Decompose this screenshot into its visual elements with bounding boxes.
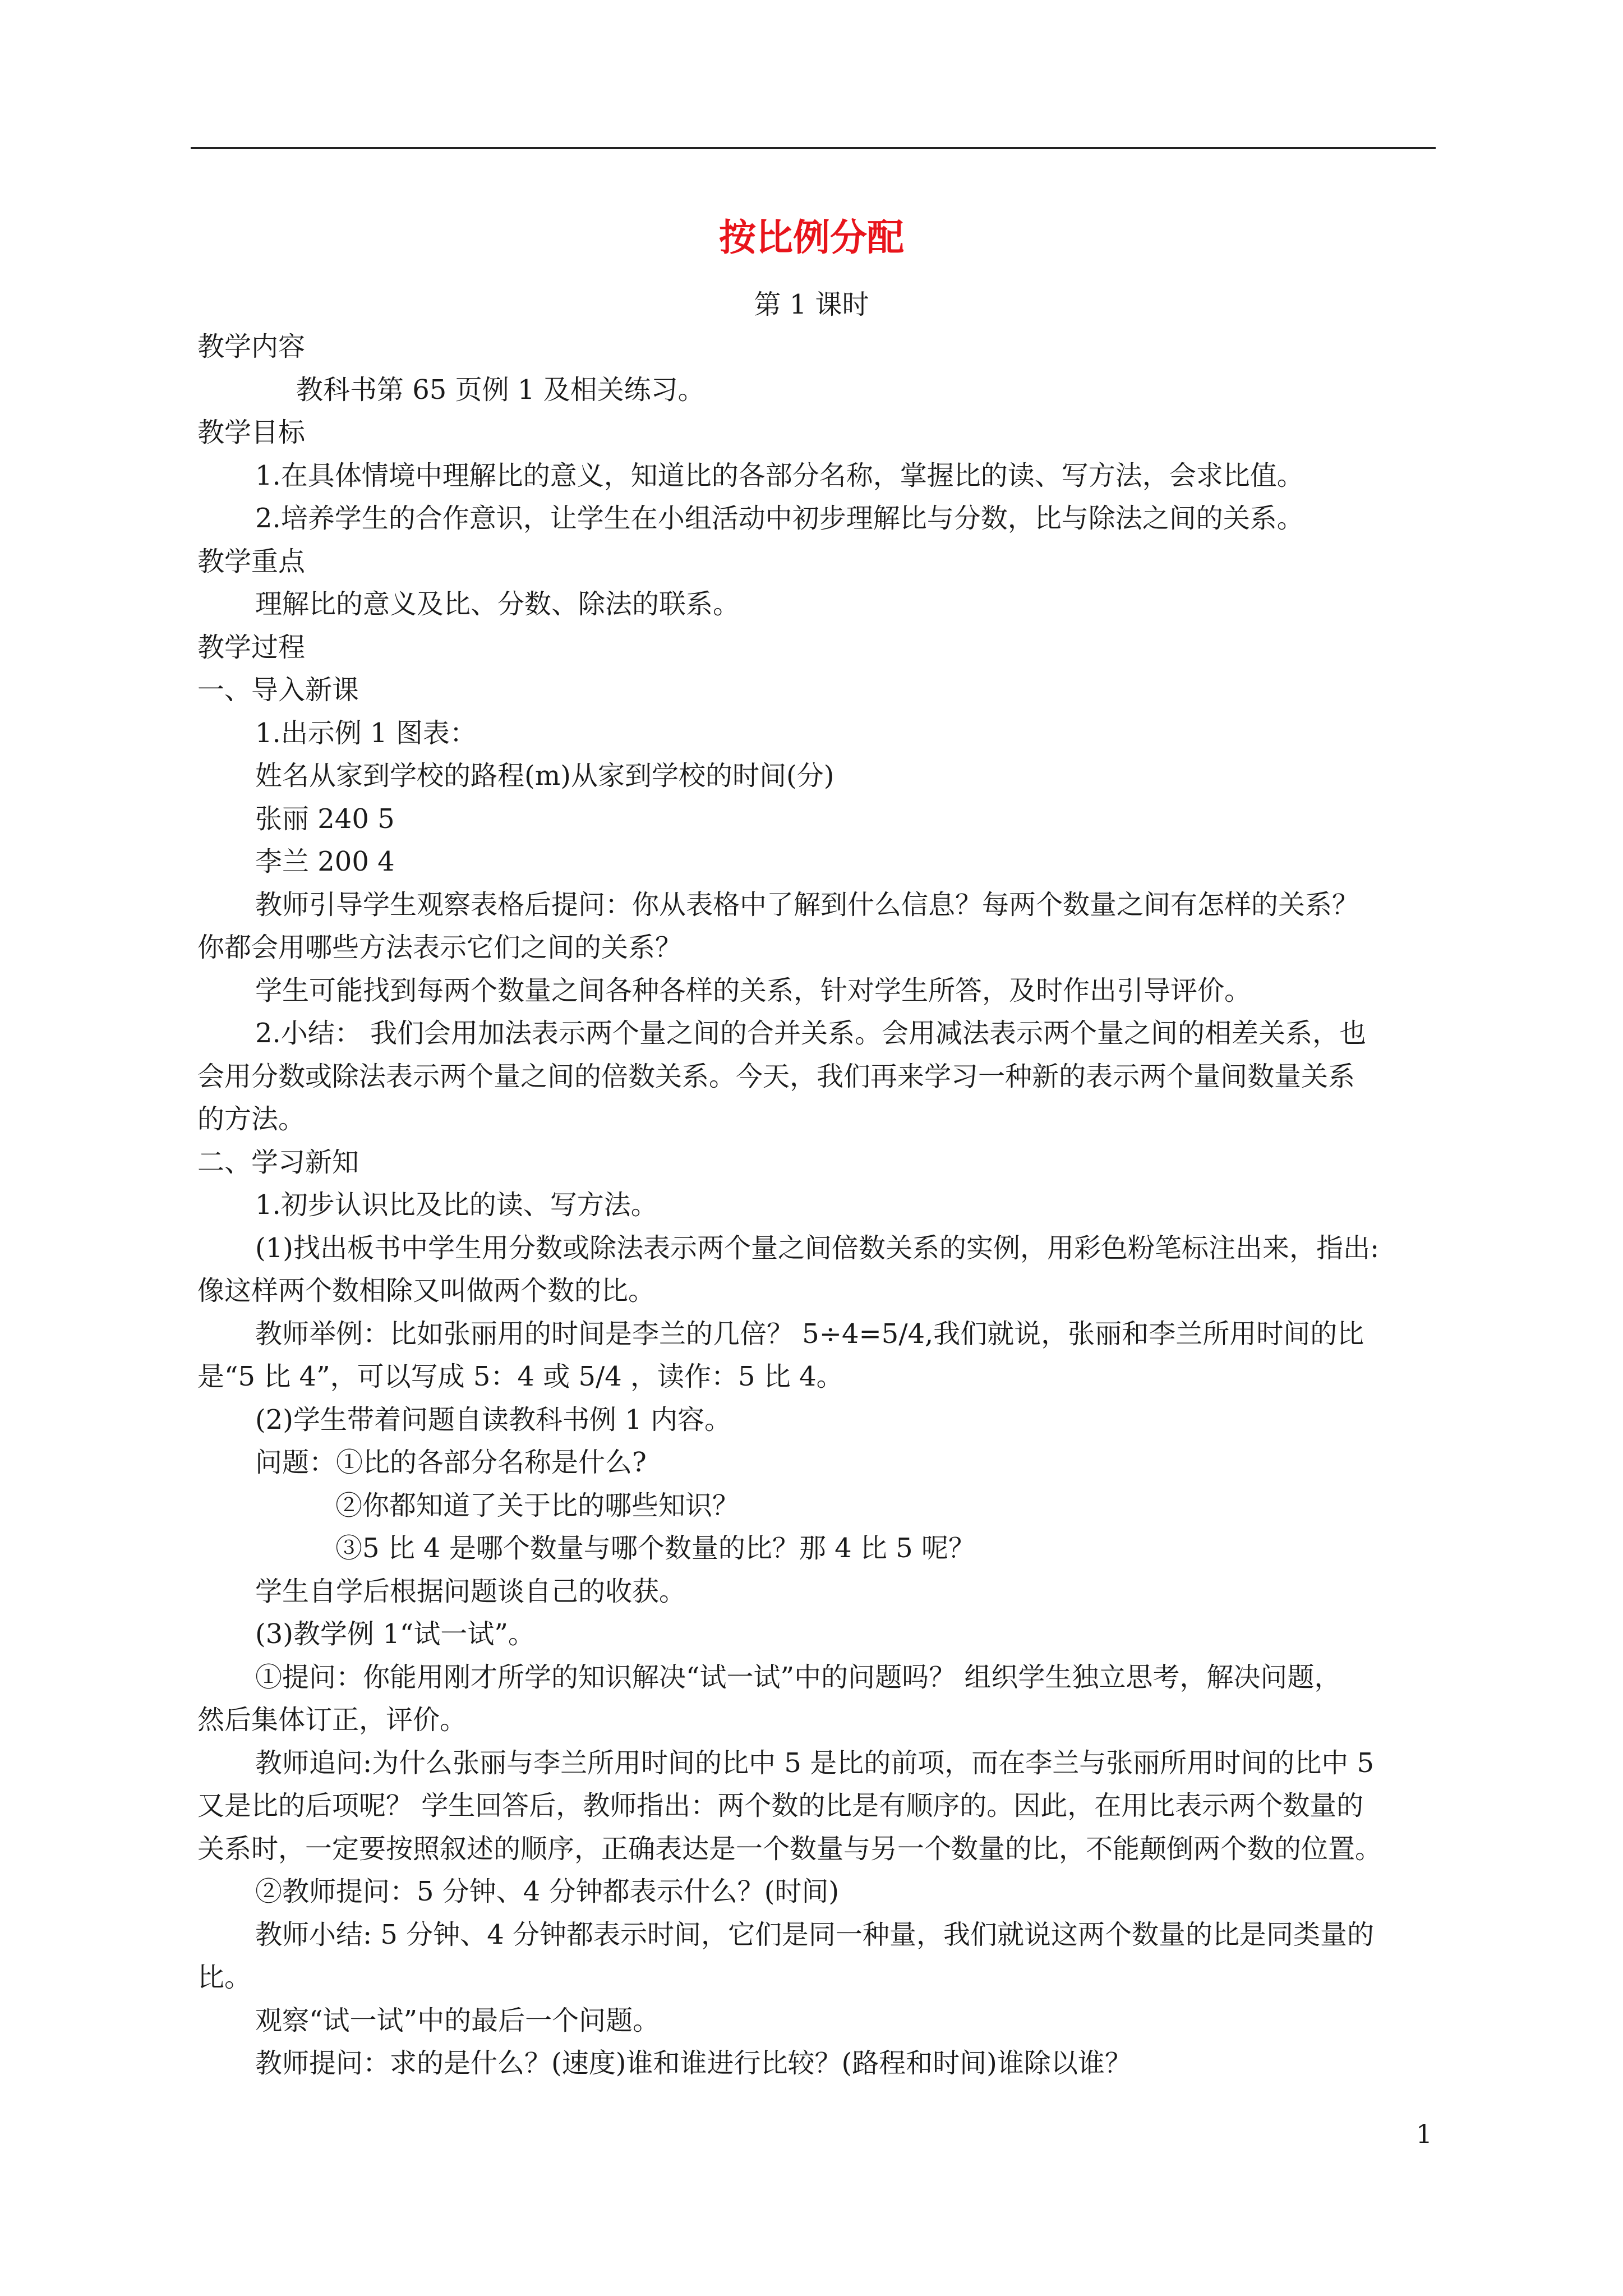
text-line: 2.培养学生的合作意识，让学生在小组活动中初步理解比与分数，比与除法之间的关系。 — [255, 503, 1304, 534]
text-line: 教学目标 — [197, 417, 306, 448]
document-title: 按比例分配 — [719, 215, 904, 259]
text-line: 教师举例：比如张丽用的时间是李兰的几倍？ 5÷4=5/4,我们就说，张丽和李兰所用时间的比 — [255, 1318, 1364, 1350]
text-line: 你都会用哪些方法表示它们之间的关系？ — [197, 932, 683, 963]
text-line: 李兰 200 4 — [255, 846, 395, 877]
text-line: (3)教学例 1“试一试”。 — [255, 1618, 535, 1650]
lesson-subtitle: 第 1 课时 — [754, 289, 869, 320]
text-line: 张丽 240 5 — [255, 803, 395, 835]
text-line: 教学过程 — [197, 631, 306, 663]
text-line: 1.出示例 1 图表： — [255, 717, 477, 749]
text-line: ③5 比 4 是哪个数量与哪个数量的比？那 4 比 5 呢？ — [335, 1533, 975, 1564]
text-line: 关系时，一定要按照叙述的顺序，正确表达是一个数量与另一个数量的比，不能颠倒两个数的位置。 — [197, 1833, 1382, 1865]
text-line: 1.在具体情境中理解比的意义，知道比的各部分名称，掌握比的读、写方法，会求比值。 — [255, 459, 1304, 491]
text-line: 会用分数或除法表示两个量之间的倍数关系。今天，我们再来学习一种新的表示两个量间数量关系 — [197, 1060, 1355, 1092]
text-line: 是“5 比 4”，可以写成 5：4 或 5/4 ，读作：5 比 4。 — [197, 1361, 843, 1392]
text-line: 教师小结: 5 分钟、4 分钟都表示时间，它们是同一种量，我们就说这两个数量的比是同类量的 — [255, 1918, 1375, 1950]
text-line: (1)找出板书中学生用分数或除法表示两个量之间倍数关系的实例，用彩色粉笔标注出来，指出: — [255, 1232, 1380, 1264]
text-line: 的方法。 — [197, 1103, 306, 1135]
text-line: 教学内容 — [197, 331, 306, 362]
text-line: 比。 — [197, 1962, 252, 1993]
text-line: 一、导入新课 — [197, 674, 359, 706]
text-line: 教科书第 65 页例 1 及相关练习。 — [296, 374, 705, 406]
text-line: 学生自学后根据问题谈自己的收获。 — [255, 1575, 686, 1607]
text-line: 像这样两个数相除又叫做两个数的比。 — [197, 1275, 656, 1306]
header-rule — [191, 147, 1436, 149]
text-line: ①提问：你能用刚才所学的知识解决“试一试”中的问题吗？ 组织学生独立思考，解决问题， — [255, 1661, 1341, 1693]
text-line: ②教师提问：5 分钟、4 分钟都表示什么？(时间) — [255, 1876, 840, 1907]
text-line: 然后集体订正，评价。 — [197, 1704, 467, 1736]
text-line: 学生可能找到每两个数量之间各种各样的关系，针对学生所答，及时作出引导评价。 — [255, 974, 1252, 1006]
text-line: 教师提问：求的是什么？(速度)谁和谁进行比较？(路程和时间)谁除以谁？ — [255, 2047, 1132, 2079]
text-line: 1.初步认识比及比的读、写方法。 — [255, 1189, 658, 1221]
text-line: 2.小结： 我们会用加法表示两个量之间的合并关系。会用减法表示两个量之间的相差关系，也 — [255, 1018, 1367, 1049]
text-line: 教师引导学生观察表格后提问：你从表格中了解到什么信息？每两个数量之间有怎样的关系？ — [255, 889, 1359, 921]
text-line: 观察“试一试”中的最后一个问题。 — [255, 2004, 660, 2036]
text-line: ②你都知道了关于比的哪些知识？ — [335, 1489, 740, 1521]
page-number: 1 — [1415, 2119, 1432, 2149]
text-line: 又是比的后项呢？ 学生回答后，教师指出：两个数的比是有顺序的。因此，在用比表示两个数量的 — [197, 1790, 1364, 1821]
text-line: 二、学习新知 — [197, 1146, 359, 1178]
text-line: 理解比的意义及比、分数、除法的联系。 — [255, 588, 740, 620]
text-line: 姓名从家到学校的路程(m)从家到学校的时间(分) — [255, 760, 834, 792]
text-line: (2)学生带着问题自读教科书例 1 内容。 — [255, 1404, 732, 1435]
document-body — [197, 325, 1442, 2085]
text-line: 教学重点 — [197, 545, 306, 577]
text-line: 教师追问:为什么张丽与李兰所用时间的比中 5 是比的前项，而在李兰与张丽所用时间的比中 5 — [255, 1747, 1375, 1779]
text-line: 问题：①比的各部分名称是什么? — [255, 1447, 647, 1478]
